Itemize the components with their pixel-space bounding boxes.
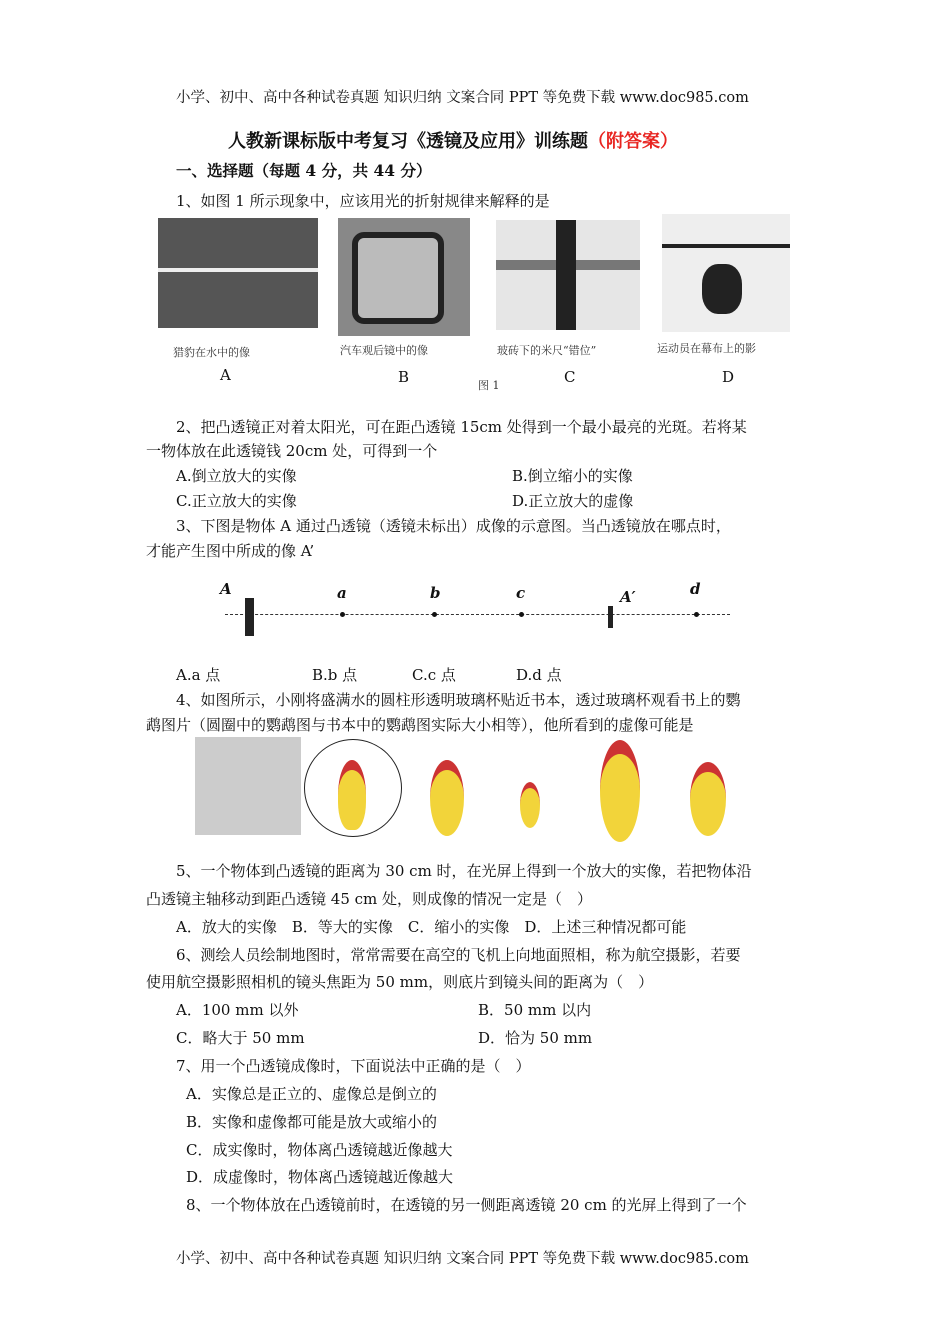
parrot-option-a <box>430 760 464 836</box>
page-footer: 小学、初中、高中各种试卷真题 知识归纳 文案合同 PPT 等免费下载 www.doc985.com <box>176 1251 749 1267</box>
q2-option-b: B.倒立缩小的实像 <box>512 467 633 485</box>
page-header: 小学、初中、高中各种试卷真题 知识归纳 文案合同 PPT 等免费下载 www.doc985.com <box>176 90 749 106</box>
title-suffix: （附答案） <box>588 131 678 152</box>
q7-text: 7、用一个凸透镜成像时，下面说法中正确的是（ ） <box>176 1057 531 1075</box>
q6-option-a: A．100 mm 以外 <box>176 1001 299 1019</box>
q1-label-c: C <box>564 368 576 386</box>
q5-options: A．放大的实像 B．等大的实像 C．缩小的实像 D．上述三种情况都可能 <box>176 918 687 936</box>
q1-caption-c: 玻砖下的米尺“错位” <box>497 344 597 357</box>
q3-line2: 才能产生图中所成的像 A’ <box>146 542 315 560</box>
q3-option-a: A.a 点 <box>176 666 221 684</box>
principal-axis <box>225 614 730 615</box>
q7-option-a: A．实像总是正立的、虚像总是倒立的 <box>186 1085 437 1103</box>
q6-option-b: B．50 mm 以内 <box>478 1001 592 1019</box>
parrot-option-b <box>520 782 540 828</box>
q1-label-b: B <box>398 368 410 386</box>
q6-option-d: D．恰为 50 mm <box>478 1029 593 1047</box>
point-c <box>519 612 524 617</box>
q1-text: 1、如图 1 所示现象中，应该用光的折射规律来解释的是 <box>176 192 550 210</box>
image-a-prime <box>608 606 613 628</box>
point-b <box>432 612 437 617</box>
parrot-option-d <box>690 762 726 836</box>
q7-option-c: C．成实像时，物体离凸透镜越近像越大 <box>186 1141 453 1159</box>
q1-label-a: A <box>220 366 231 384</box>
q5-line1: 5、一个物体到凸透镜的距离为 30 cm 时，在光屏上得到一个放大的实像，若把物体沿 <box>176 862 752 880</box>
parrot-option-c <box>600 740 640 842</box>
label-d: d <box>690 580 701 598</box>
label-a-prime: A′ <box>620 588 636 606</box>
object-a <box>245 598 254 636</box>
q2-option-c: C.正立放大的实像 <box>176 492 297 510</box>
q6-line1: 6、测绘人员绘制地图时，常常需要在高空的飞机上向地面照相，称为航空摄影，若要 <box>176 946 741 964</box>
title-text: 人教新课标版中考复习《透镜及应用》训练题 <box>228 131 588 152</box>
q1-caption-a: 猎豹在水中的像 <box>173 346 250 359</box>
q2-option-a: A.倒立放大的实像 <box>176 467 297 485</box>
q3-line1: 3、下图是物体 A 通过凸透镜（透镜未标出）成像的示意图。当凸透镜放在哪点时， <box>176 517 731 535</box>
q2-line2: 一物体放在此透镜钱 20cm 处，可得到一个 <box>146 442 438 460</box>
q1-image-a <box>158 218 318 328</box>
doc-title <box>228 127 678 153</box>
point-d <box>694 612 699 617</box>
q4-line1: 4、如图所示，小刚将盛满水的圆柱形透明玻璃杯贴近书本，透过玻璃杯观看书上的鹦 <box>176 691 741 709</box>
q1-image-d <box>662 214 790 332</box>
label-A: A <box>220 580 232 598</box>
parrot-original <box>338 760 366 830</box>
q1-figure-label: 图 1 <box>478 379 500 392</box>
label-a: a <box>337 584 347 602</box>
q2-option-d: D.正立放大的虚像 <box>512 492 634 510</box>
section-heading: 一、选择题（每题 4 分，共 44 分） <box>176 161 432 180</box>
q7-option-d: D．成虚像时，物体离凸透镜越近像越大 <box>186 1168 454 1186</box>
q6-option-c: C．略大于 50 mm <box>176 1029 305 1047</box>
label-b: b <box>430 584 441 602</box>
q1-label-d: D <box>722 368 735 386</box>
q4-boy-image <box>195 737 301 835</box>
q2-line1: 2、把凸透镜正对着太阳光，可在距凸透镜 15cm 处得到一个最小最亮的光斑。若将某 <box>176 418 747 436</box>
q6-line2: 使用航空摄影照相机的镜头焦距为 50 mm，则底片到镜头间的距离为（ ） <box>146 973 654 991</box>
q3-option-b: B.b 点 <box>312 666 358 684</box>
q4-line2: 鹉图片（圆圈中的鹦鹉图与书本中的鹦鹉图实际大小相等），他所看到的虚像可能是 <box>146 716 694 734</box>
q1-image-b <box>338 218 470 336</box>
q1-image-c <box>496 220 640 330</box>
q5-line2: 凸透镜主轴移动到距凸透镜 45 cm 处，则成像的情况一定是（ ） <box>146 890 593 908</box>
q3-option-c: C.c 点 <box>412 666 456 684</box>
q7-option-b: B．实像和虚像都可能是放大或缩小的 <box>186 1113 438 1131</box>
label-c: c <box>516 584 526 602</box>
q1-caption-b: 汽车观后镜中的像 <box>340 344 428 357</box>
q8-text: 8、一个物体放在凸透镜前时，在透镜的另一侧距离透镜 20 cm 的光屏上得到了一个 <box>186 1196 747 1214</box>
point-a <box>340 612 345 617</box>
q3-option-d: D.d 点 <box>516 666 562 684</box>
q1-caption-d: 运动员在幕布上的影 <box>657 342 756 355</box>
